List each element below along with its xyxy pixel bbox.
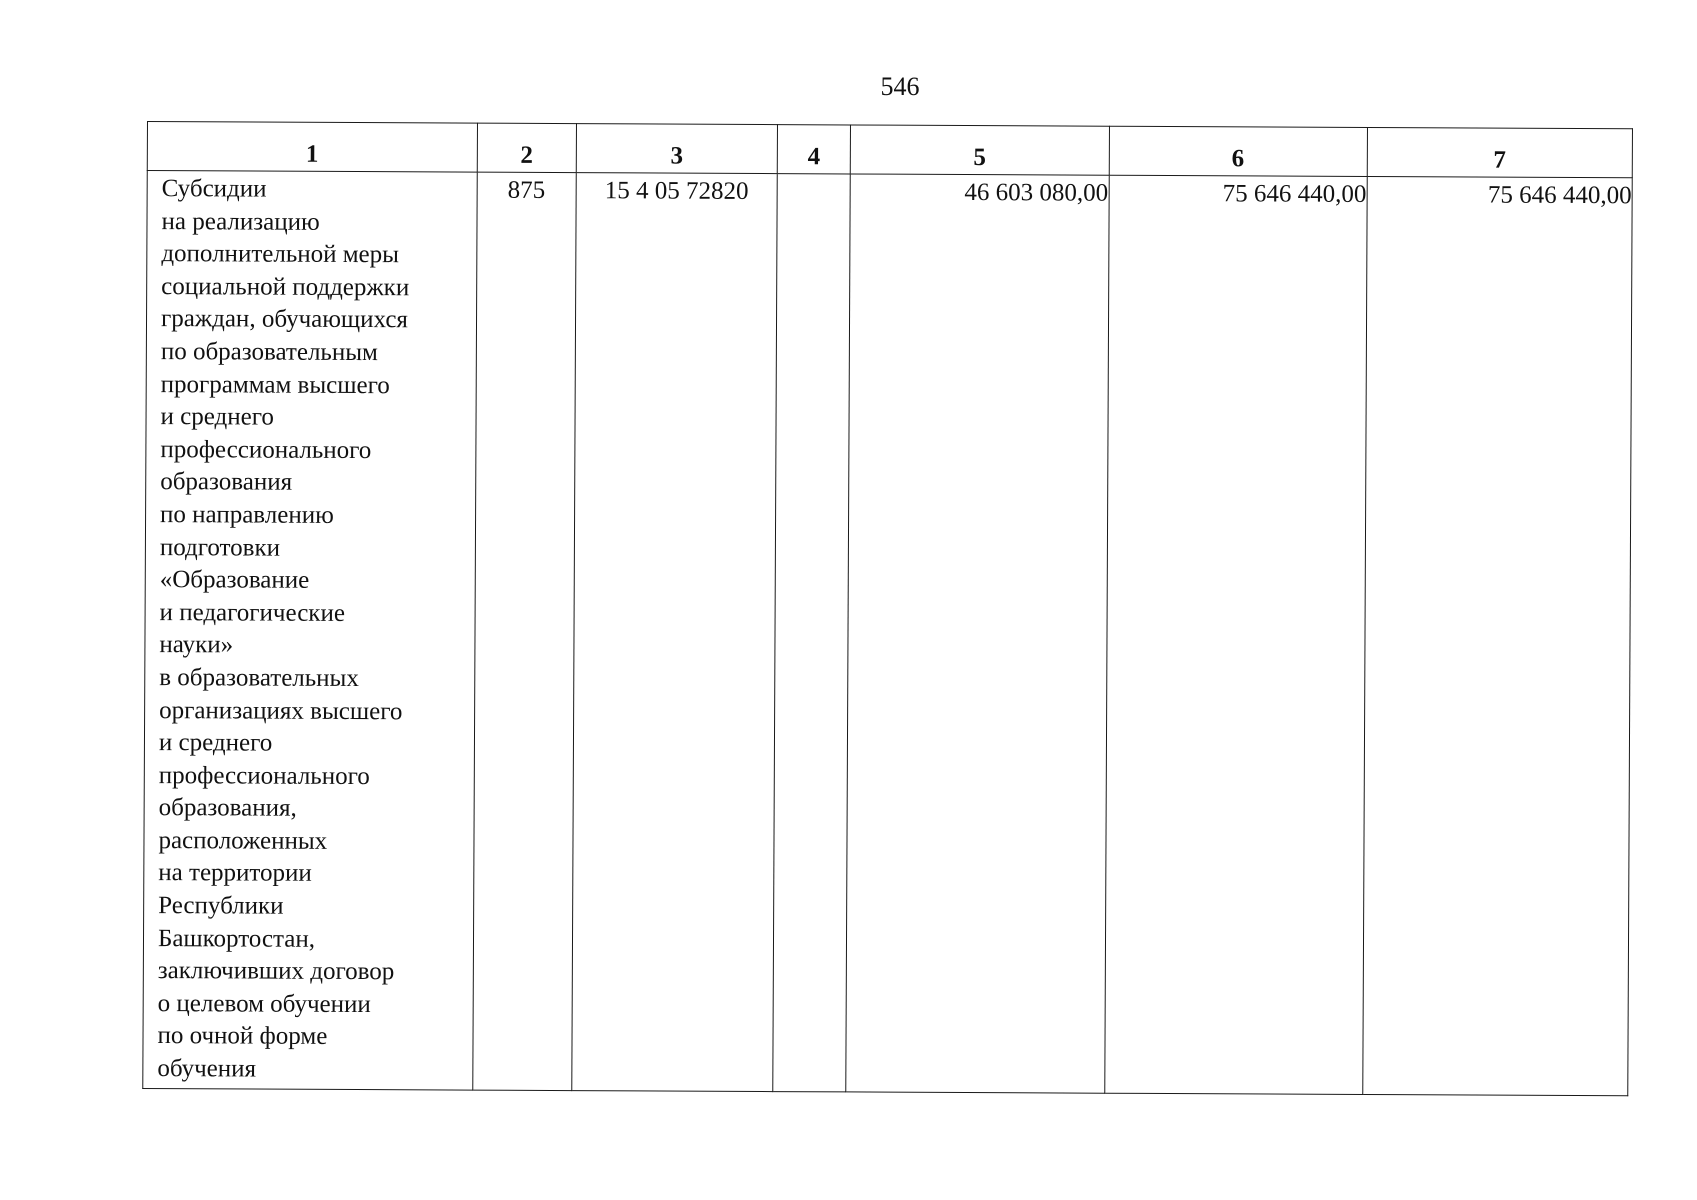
classification-code-cell: 15 4 05 72820 — [572, 173, 777, 1092]
description-line: организациях высшего — [159, 696, 403, 725]
amount-cell-7: 75 646 440,00 — [1362, 176, 1632, 1095]
column-header-2: 2 — [477, 123, 577, 172]
description-line: программам высшего — [160, 370, 390, 399]
description-line: подготовки — [159, 533, 281, 562]
description-line: по очной форме — [157, 1022, 328, 1051]
description-line: по направлению — [160, 501, 334, 529]
column-header-5: 5 — [851, 125, 1109, 175]
description-line: «Образование — [159, 566, 310, 594]
description-line: и среднего — [158, 729, 273, 757]
description-line: Республики — [158, 892, 284, 920]
description-line: Башкортостан, — [157, 924, 316, 953]
amount-cell-5: 46 603 080,00 — [846, 174, 1109, 1093]
description-line: социальной поддержки — [161, 272, 410, 302]
page-number: 546 — [880, 72, 920, 101]
empty-cell — [773, 174, 851, 1092]
description-line: на реализацию — [161, 207, 320, 236]
description-line: граждан, обучающихся — [160, 305, 409, 334]
description-line: по образовательным — [160, 338, 378, 367]
column-header-6: 6 — [1109, 126, 1367, 176]
column-header-3: 3 — [576, 124, 777, 174]
code-cell: 875 — [472, 172, 576, 1090]
description-cell — [143, 171, 477, 1091]
description-line: в образовательных — [159, 663, 359, 692]
description-line: заключивших договор — [157, 957, 395, 986]
description-line: профессионального — [160, 435, 372, 464]
description-line: образования, — [158, 794, 297, 823]
description-line: о целевом обучении — [157, 989, 371, 1018]
amount-cell-6: 75 646 440,00 — [1104, 175, 1367, 1094]
description-line: Субсидии — [161, 175, 267, 203]
column-header-7: 7 — [1367, 127, 1633, 177]
budget-table — [142, 121, 1633, 1096]
description-line: на территории — [158, 859, 312, 888]
description-line: дополнительной меры — [161, 240, 400, 269]
description-line: обучения — [157, 1055, 257, 1083]
column-header-1: 1 — [147, 122, 477, 173]
description-line: профессионального — [158, 761, 370, 790]
description-line: и среднего — [160, 403, 274, 431]
description-line: образования — [160, 468, 293, 497]
table-row — [143, 171, 1632, 1096]
table-header-row — [147, 122, 1632, 178]
description-line: и педагогические — [159, 598, 346, 627]
description-line: науки» — [159, 631, 234, 659]
description-line: расположенных — [158, 826, 328, 855]
column-header-4: 4 — [777, 125, 851, 174]
